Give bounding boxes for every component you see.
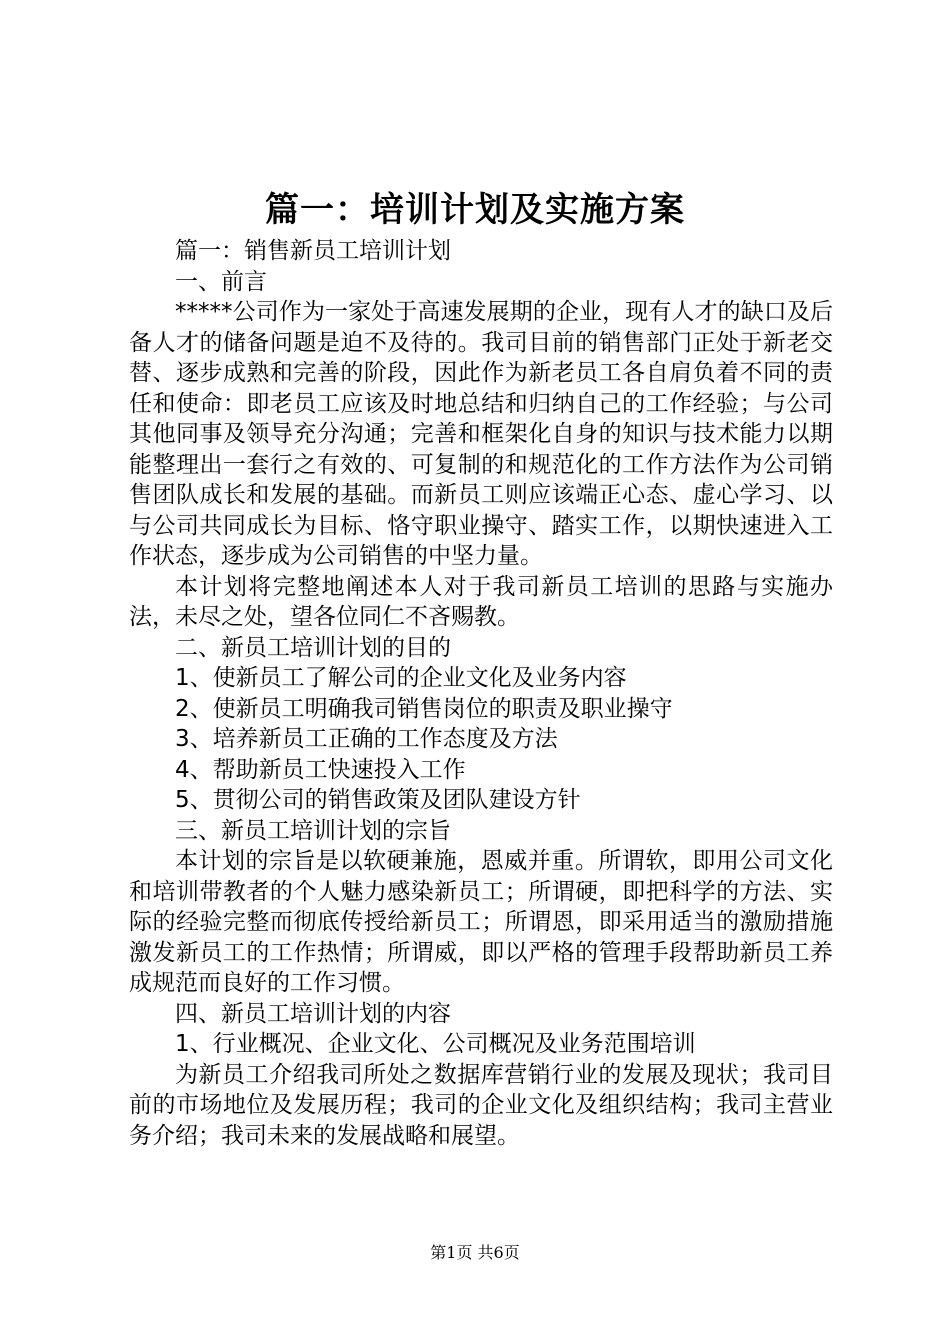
paragraph-preface: *****公司作为一家处于高速发展期的企业，现有人才的缺口及后备人才的储备问题是迫不及待的。我司目前的销售部门正处于新老交替、逐步成熟和完善的阶段，因此作为新老员工各自肩负着不同的责任和使命：即老员工应该及时地总结和归纳自己的工作经验；与公司其他同事及领导充分沟通；完善和框架化自身的知识与技术能力以期能整理出一套行之有效的、可复制的和规范化的工作方法作为公司销售团队成长和发展的基础。而新员工则应该端正心态、虚心学习、以与公司共同成长为目标、恪守职业操守、踏实工作，以期快速进入工作状态，逐步成为公司销售的中坚力量。 <box>129 299 833 569</box>
paragraph-plan-intro: 本计划将完整地阐述本人对于我司新员工培训的思路与实施办法，未尽之处，望各位同仁不吝赐教。 <box>129 573 833 630</box>
purpose-item: 2、使新员工明确我司销售岗位的职责及职业操守 <box>175 695 673 722</box>
paragraph-content-detail: 为新员工介绍我司所处之数据库营销行业的发展及现状；我司目前的市场地位及发展历程；我司的企业文化及组织结构；我司主营业务介绍；我司未来的发展战略和展望。 <box>129 1061 833 1149</box>
content-item: 1、行业概况、企业文化、公司概况及业务范围培训 <box>175 1031 696 1057</box>
heading-preface: 一、前言 <box>175 268 267 295</box>
heading-content: 四、新员工培训计划的内容 <box>175 1000 451 1027</box>
document-body <box>129 236 833 1151</box>
paragraph-tenet: 本计划的宗旨是以软硬兼施，恩威并重。所谓软，即用公司文化和培训带教者的个人魅力感染新员工；所谓硬，即把科学的方法、实际的经验完整而彻底传授给新员工；所谓恩，即采用适当的激励措施激发新员工的工作热情；所谓威，即以严格的管理手段帮助新员工养成规范而良好的工作习惯。 <box>129 848 833 996</box>
paragraph-subtitle: 篇一：销售新员工培训计划 <box>175 238 451 264</box>
purpose-item: 5、贯彻公司的销售政策及团队建设方针 <box>175 787 581 813</box>
heading-tenet: 三、新员工培训计划的宗旨 <box>175 817 451 844</box>
page-footer: 第1页 共6页 <box>430 1243 520 1262</box>
purpose-item: 3、培养新员工正确的工作态度及方法 <box>175 726 558 752</box>
purpose-item: 4、帮助新员工快速投入工作 <box>175 756 466 783</box>
document-title: 篇一：培训计划及实施方案 <box>265 190 685 230</box>
purpose-item: 1、使新员工了解公司的企业文化及业务内容 <box>175 665 627 691</box>
heading-purpose: 二、新员工培训计划的目的 <box>175 634 451 661</box>
